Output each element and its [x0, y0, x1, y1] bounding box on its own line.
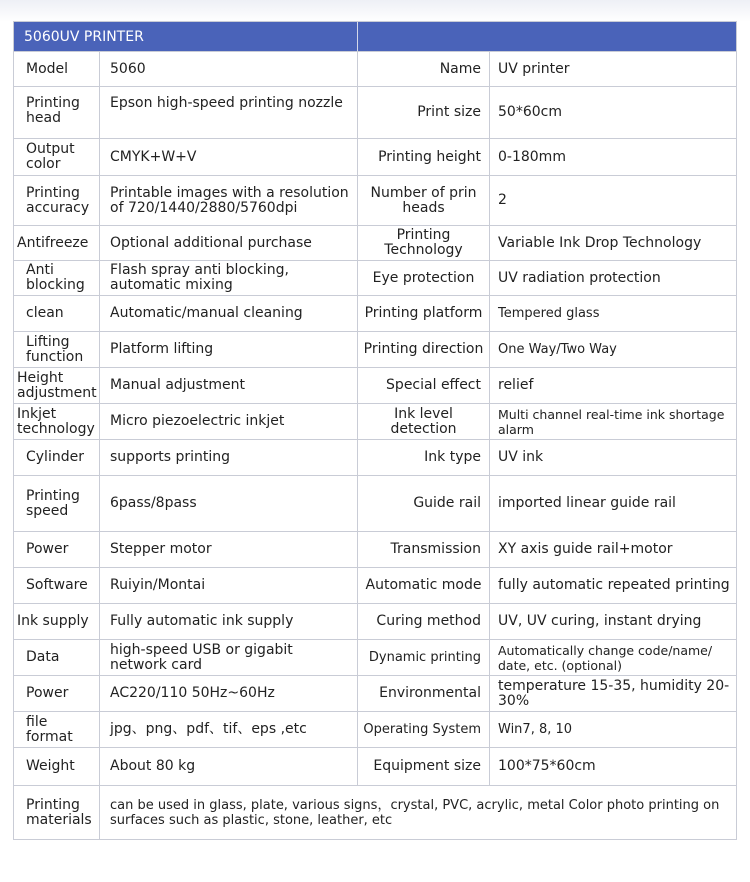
spec-label: Ink supply — [14, 604, 100, 639]
table-row — [13, 640, 737, 676]
spec-value: Win7, 8, 10 — [498, 722, 573, 737]
spec-value: Platform lifting — [100, 332, 358, 367]
spec-value: 50*60cm — [498, 104, 562, 120]
spec-label: Cylinder — [14, 440, 100, 475]
spec-value: Automatic/manual cleaning — [100, 296, 358, 331]
spec-label: Power — [14, 676, 100, 711]
spec-value: can be used in glass, plate, various signs，crystal, PVC, acrylic, metal Color photo printing on surfaces such as plastic, stone, leather, etc — [110, 797, 720, 828]
spec-label: Printing speed — [14, 476, 100, 531]
spec-value: 0-180mm — [498, 148, 566, 165]
spec-label: Weight — [14, 748, 100, 785]
spec-label: Transmission — [358, 532, 490, 567]
spec-value: Optional additional purchase — [100, 226, 358, 260]
spec-value: relief — [498, 377, 534, 393]
spec-label: Special effect — [358, 368, 490, 403]
spec-value: imported linear guide rail — [498, 495, 676, 511]
spec-label: Printing accuracy — [14, 176, 100, 225]
spec-label: Software — [14, 568, 100, 603]
spec-value: 5060 — [100, 52, 358, 86]
spec-label: Model — [14, 52, 100, 86]
spec-label: Guide rail — [358, 476, 490, 531]
top-strip — [0, 0, 750, 22]
spec-value: UV radiation protection — [498, 269, 661, 286]
spec-value: Printable images with a resolution of 720/1440/2880/5760dpi — [100, 176, 358, 225]
table-row-materials — [13, 786, 737, 840]
table-row — [13, 226, 737, 261]
spec-label: Power — [14, 532, 100, 567]
spec-value: Ruiyin/Montai — [100, 568, 358, 603]
spec-label: Antifreeze — [14, 226, 100, 260]
spec-label: Operating System — [358, 712, 490, 747]
table-row — [13, 676, 737, 712]
spec-value: Stepper motor — [100, 532, 358, 567]
spec-value: Tempered glass — [498, 306, 600, 321]
spec-value: AC220/110 50Hz~60Hz — [100, 676, 358, 711]
spec-label: Printing platform — [358, 296, 490, 331]
spec-value: temperature 15-35, humidity 20-30% — [498, 677, 730, 709]
spec-value: Automatically change code/name/ date, etc. (optional) — [498, 642, 713, 673]
table-row — [13, 476, 737, 532]
table-row — [13, 712, 737, 748]
spec-value: high-speed USB or gigabit network card — [100, 640, 358, 675]
spec-value: jpg、png、pdf、tif、eps ,etc — [100, 712, 358, 747]
spec-label: Printing head — [14, 87, 100, 138]
spec-value: Variable Ink Drop Technology — [498, 234, 702, 251]
spec-label: Number of prin heads — [358, 176, 490, 225]
spec-label: Print size — [358, 87, 490, 138]
spec-value: UV ink — [498, 449, 544, 465]
table-header — [13, 21, 737, 52]
table-row — [13, 52, 737, 87]
spec-label: Ink level detection — [358, 404, 490, 439]
spec-value: Micro piezoelectric inkjet — [100, 404, 358, 439]
spec-value: UV printer — [498, 60, 570, 77]
spec-label: file format — [14, 712, 100, 747]
table-row — [13, 368, 737, 404]
table-row — [13, 87, 737, 139]
spec-value: 6pass/8pass — [100, 476, 358, 531]
spec-label: Printing Technology — [358, 226, 490, 260]
table-row — [13, 139, 737, 176]
spec-label: Curing method — [358, 604, 490, 639]
table-title: 5060UV PRINTER — [14, 22, 358, 51]
table-row — [13, 332, 737, 368]
spec-value: Manual adjustment — [100, 368, 358, 403]
spec-value: fully automatic repeated printing — [498, 577, 730, 593]
table-row — [13, 440, 737, 476]
spec-value: Epson high-speed printing nozzle — [100, 87, 358, 138]
table-row — [13, 261, 737, 296]
spec-value: XY axis guide rail+motor — [498, 541, 673, 557]
table-row — [13, 748, 737, 786]
table-row — [13, 604, 737, 640]
table-row — [13, 404, 737, 440]
spec-label: Equipment size — [358, 748, 490, 785]
spec-label: Lifting function — [14, 332, 100, 367]
spec-label: Dynamic printing — [358, 640, 490, 675]
spec-value: Fully automatic ink supply — [100, 604, 358, 639]
spec-label: clean — [14, 296, 100, 331]
spec-value: About 80 kg — [100, 748, 358, 785]
spec-label: Inkjet technology — [14, 404, 100, 439]
spec-value: Multi channel real-time ink shortage alarm — [498, 406, 725, 437]
spec-value: 2 — [498, 192, 507, 208]
spec-value: supports printing — [100, 440, 358, 475]
spec-label: Height adjustment — [14, 368, 100, 403]
spec-value: 100*75*60cm — [498, 758, 596, 774]
spec-value: CMYK+W+V — [100, 139, 358, 175]
spec-label: Environmental — [358, 676, 490, 711]
spec-label: Printing height — [358, 139, 490, 175]
spec-label: Anti blocking — [14, 261, 100, 295]
spec-value: One Way/Two Way — [498, 342, 617, 357]
table-row — [13, 296, 737, 332]
spec-label: Ink type — [358, 440, 490, 475]
table-header-blank — [358, 22, 736, 51]
table-row — [13, 176, 737, 226]
spec-label: Name — [358, 52, 490, 86]
spec-label: Printing direction — [358, 332, 490, 367]
spec-value: UV, UV curing, instant drying — [498, 613, 702, 629]
spec-label: Output color — [14, 139, 100, 175]
spec-label: Data — [14, 640, 100, 675]
spec-label: Automatic mode — [358, 568, 490, 603]
spec-label: Printing materials — [14, 786, 100, 839]
spec-label: Eye protection — [358, 261, 490, 295]
spec-value: Flash spray anti blocking, automatic mixing — [100, 261, 358, 295]
table-row — [13, 532, 737, 568]
table-row — [13, 568, 737, 604]
spec-table — [13, 21, 737, 840]
